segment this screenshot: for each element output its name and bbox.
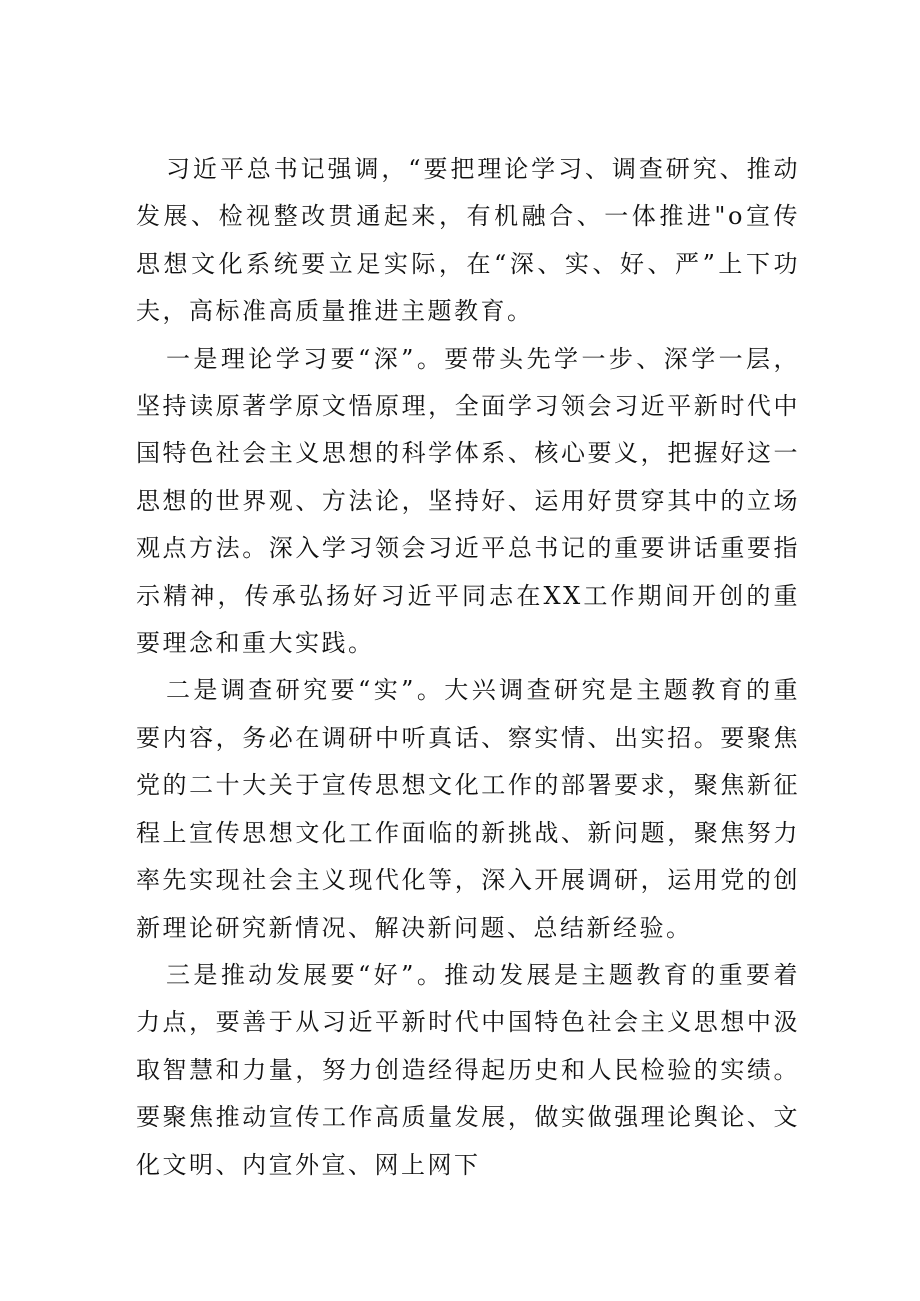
paragraph-intro: 习近平总书记强调，“要把理论学习、调查研究、推动发展、检视整改贯通起来，有机融合、一体推进"o宣传思想文化系统要立足实际，在“深、实、好、严”上下功夫，高标准高质量推进主题教育。 bbox=[136, 155, 800, 326]
document-body bbox=[136, 146, 800, 1189]
paragraph-theory-study: 一是理论学习要“深”。要带头先学一步、深学一层，坚持读原著学原文悟原理，全面学习领会习近平新时代中国特色社会主义思想的科学体系、核心要义，把握好这一思想的世界观、方法论，坚持好、运用好贯穿其中的立场观点方法。深入学习领会习近平总书记的重要讲话重要指示精神，传承弘扬好习近平同志在XX工作期间开创的重要理念和重大实践。 bbox=[136, 344, 800, 658]
paragraph-investigation: 二是调查研究要“实”。大兴调查研究是主题教育的重要内容，务必在调研中听真话、察实情、出实招。要聚焦党的二十大关于宣传思想文化工作的部署要求，聚焦新征程上宣传思想文化工作面临的新挑战、新问题，聚焦努力率先实现社会主义现代化等，深入开展调研，运用党的创新理论研究新情况、解决新问题、总结新经验。 bbox=[136, 676, 800, 942]
paragraph-development: 三是推动发展要“好”。推动发展是主题教育的重要着力点，要善于从习近平新时代中国特色社会主义思想中汲取智慧和力量，努力创造经得起历史和人民检验的实绩。要聚焦推动宣传工作高质量发展，做实做强理论舆论、文化文明、内宣外宣、网上网下 bbox=[136, 960, 800, 1179]
